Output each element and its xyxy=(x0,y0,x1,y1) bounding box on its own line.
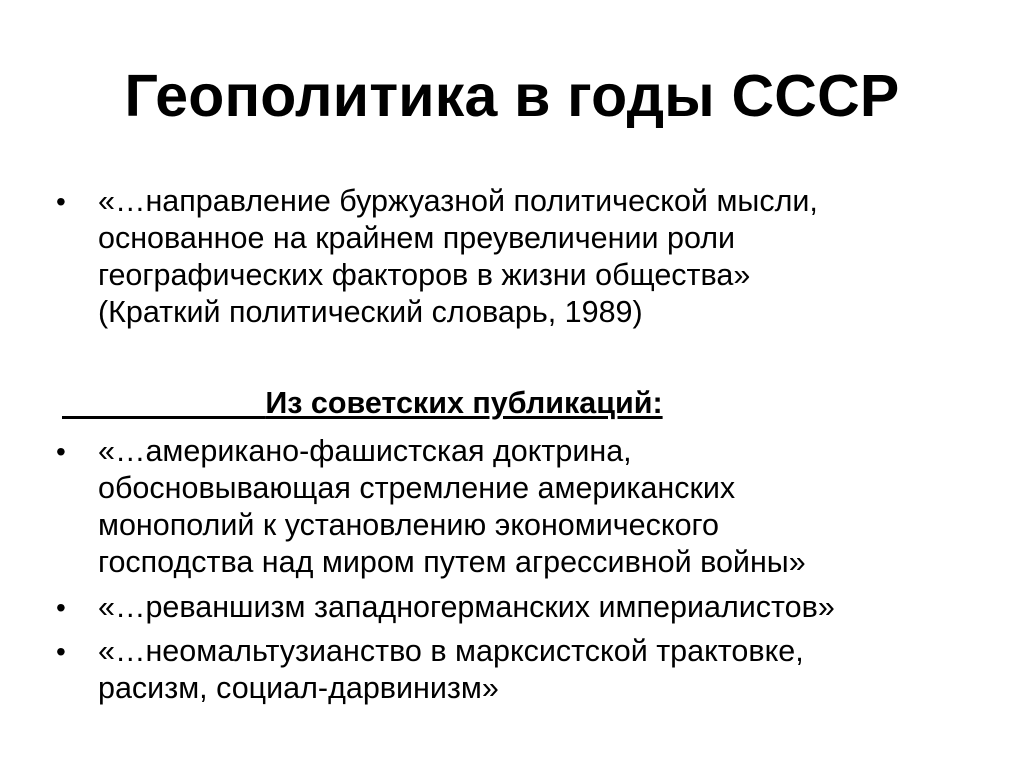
bullet-line: основанное на крайнем преувеличении роли xyxy=(98,221,736,255)
bullet-line: «…неомальтузианство в марксистской трактовке, xyxy=(98,634,804,668)
bullet-line: «…американо-фашистская доктрина, xyxy=(98,434,632,468)
bullet-line: «…направление буржуазной политической мысли, xyxy=(98,184,818,218)
subheading-underline-spacer xyxy=(62,386,265,420)
bullet-line: господства над миром путем агрессивной войны» xyxy=(98,545,806,579)
bullet-line: «…реваншизм западногерманских империалистов» xyxy=(98,590,835,624)
bullet-marker: • xyxy=(56,436,66,467)
bullet-marker: • xyxy=(56,186,66,217)
bullet-line: (Краткий политический словарь, 1989) xyxy=(98,295,643,329)
definition-bullet xyxy=(56,183,978,331)
quote-bullet xyxy=(56,633,978,707)
section-subheading xyxy=(62,385,663,422)
bullet-line: географических факторов в жизни общества» xyxy=(98,258,751,292)
bullet-line: расизм, социал-дарвинизм» xyxy=(98,671,499,705)
quote-bullet xyxy=(56,589,978,626)
bullet-line: монополий к установлению экономического xyxy=(98,508,719,542)
subheading-text: Из советских публикаций: xyxy=(265,386,663,420)
bullet-marker: • xyxy=(56,592,66,623)
bullet-marker: • xyxy=(56,636,66,667)
quote-bullet xyxy=(56,433,978,581)
bullet-line: обосновывающая стремление американских xyxy=(98,471,736,505)
slide-title: Геополитика в годы СССР xyxy=(124,63,900,129)
